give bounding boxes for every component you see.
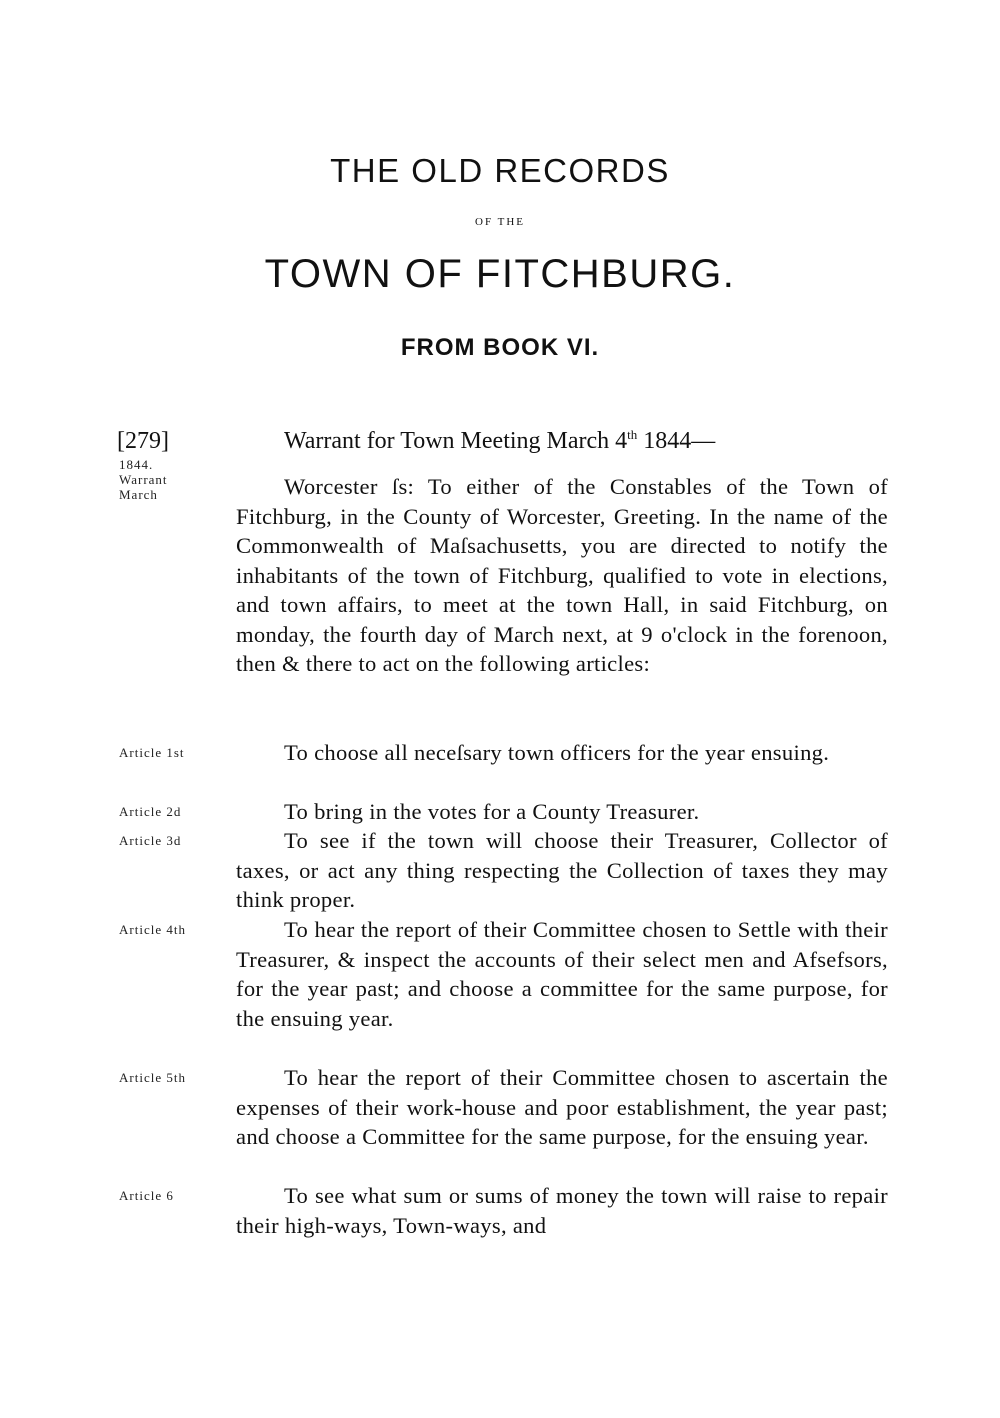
article-label: Article 4th: [119, 922, 186, 937]
article-text: To see if the town will choose their Treasurer, Collector of taxes, or act any thing respecting the Collection of taxes they may think proper.: [236, 828, 888, 912]
margin-note-year: 1844.: [119, 457, 154, 472]
article-text: To bring in the votes for a County Treasurer.: [284, 799, 700, 824]
page-title: THE OLD RECORDS: [330, 152, 670, 189]
title-connector: OF THE: [475, 216, 525, 228]
warrant-heading: [284, 428, 715, 455]
article-text: To hear the report of their Committee chosen to ascertain the expenses of their work-house and poor establishment, the year past; and choose a Committee for the same purpose, for the ensuing year.: [236, 1065, 888, 1149]
article-label: Article 2d: [119, 804, 182, 819]
article-label: Article 3d: [119, 833, 182, 848]
article-text: To choose all neceſsary town officers for the year ensuing.: [284, 740, 830, 765]
town-title: TOWN OF FITCHBURG.: [264, 252, 736, 296]
margin-note-month: March: [119, 487, 158, 502]
warrant-heading-text: Warrant for Town Meeting March 4: [284, 428, 628, 454]
margin-note-warrant: Warrant: [119, 472, 168, 487]
warrant-heading-sup: th: [627, 427, 638, 442]
page-number: [279]: [117, 428, 169, 454]
book-subtitle: FROM BOOK VI.: [400, 334, 600, 361]
article-label: Article 6: [119, 1188, 174, 1203]
warrant-intro: Worcester ſs: To either of the Constables of the Town of Fitchburg, in the County of Worcester, Greeting. In the name of the Commonwealth of Maſsachusetts, you are directed to notify the inhabitants of the town of Fitchburg, qualified to vote in elections, and town affairs, to meet at the town Hall, in said Fitchburg, on monday, the fourth day of March next, at 9 o'clock in the forenoon, then & there to act on the following articles:: [236, 474, 888, 676]
article-text: To hear the report of their Committee chosen to Settle with their Treasurer, & inspect the accounts of their select men and Afsefsors, for the year past; and choose a committee for the same purpose, for the ensuing year.: [236, 917, 888, 1031]
article-text: To see what sum or sums of money the town will raise to repair their high-ways, Town-ways, and: [236, 1183, 888, 1238]
article-label: Article 5th: [119, 1070, 186, 1085]
article-label: Article 1st: [119, 745, 185, 760]
warrant-heading-year: 1844—: [637, 428, 716, 454]
